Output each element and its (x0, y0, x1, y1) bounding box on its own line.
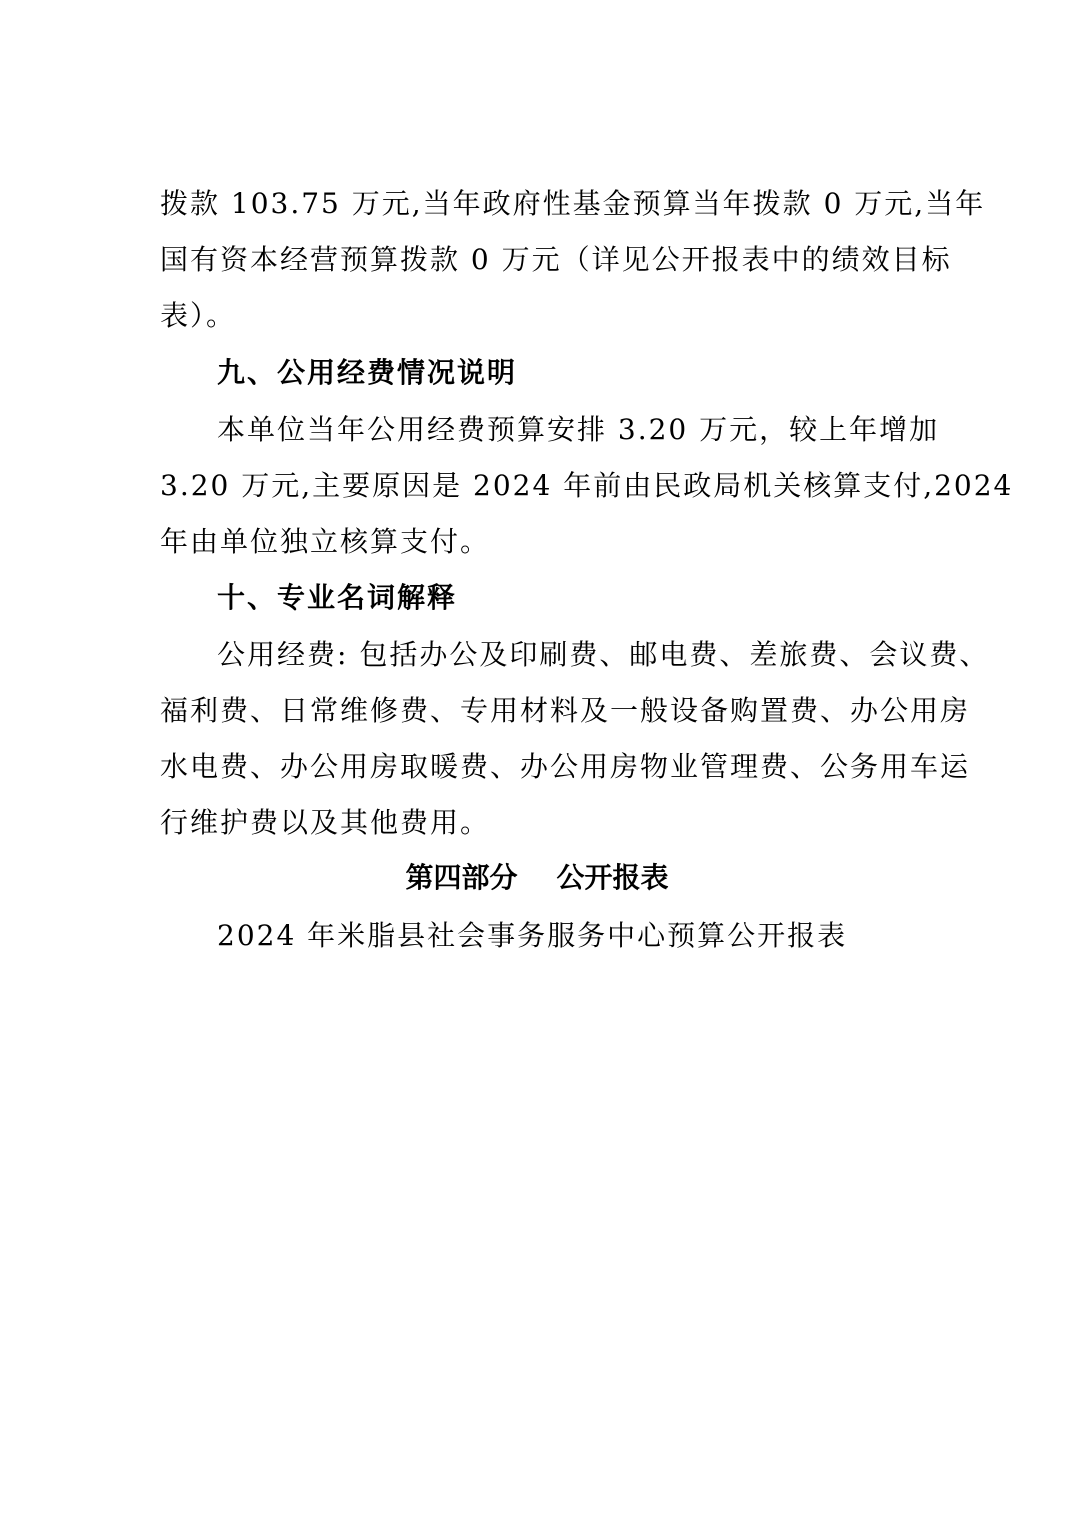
section10-line-4: 行维护费以及其他费用。 (160, 806, 491, 839)
section9-line-1: 本单位当年公用经费预算安排 3.20 万元，较上年增加 (217, 413, 940, 446)
section10-line-3: 水电费、办公用房取暖费、办公用房物业管理费、公务用车运 (160, 750, 971, 783)
section8-line-1: 拨款 103.75 万元,当年政府性基金预算当年拨款 0 万元,当年 (160, 187, 986, 220)
part4-subtitle: 2024 年米脂县社会事务服务中心预算公开报表 (217, 919, 848, 952)
section9-line-2: 3.20 万元,主要原因是 2024 年前由民政局机关核算支付,2024 (160, 469, 1014, 502)
section10-line-2: 福利费、日常维修费、专用材料及一般设备购置费、办公用房 (160, 694, 971, 727)
section10-heading: 十、专业名词解释 (217, 581, 458, 614)
section9-heading: 九、公用经费情况说明 (217, 356, 518, 389)
section8-line-2: 国有资本经营预算拨款 0 万元（详见公开报表中的绩效目标 (160, 243, 952, 276)
section9-line-3: 年由单位独立核算支付。 (160, 525, 491, 558)
section8-line-3: 表）。 (160, 299, 237, 332)
section10-line-1: 公用经费: 包括办公及印刷费、邮电费、差旅费、会议费、 (217, 638, 990, 671)
part4-title: 第四部分 公开报表 (405, 861, 669, 894)
